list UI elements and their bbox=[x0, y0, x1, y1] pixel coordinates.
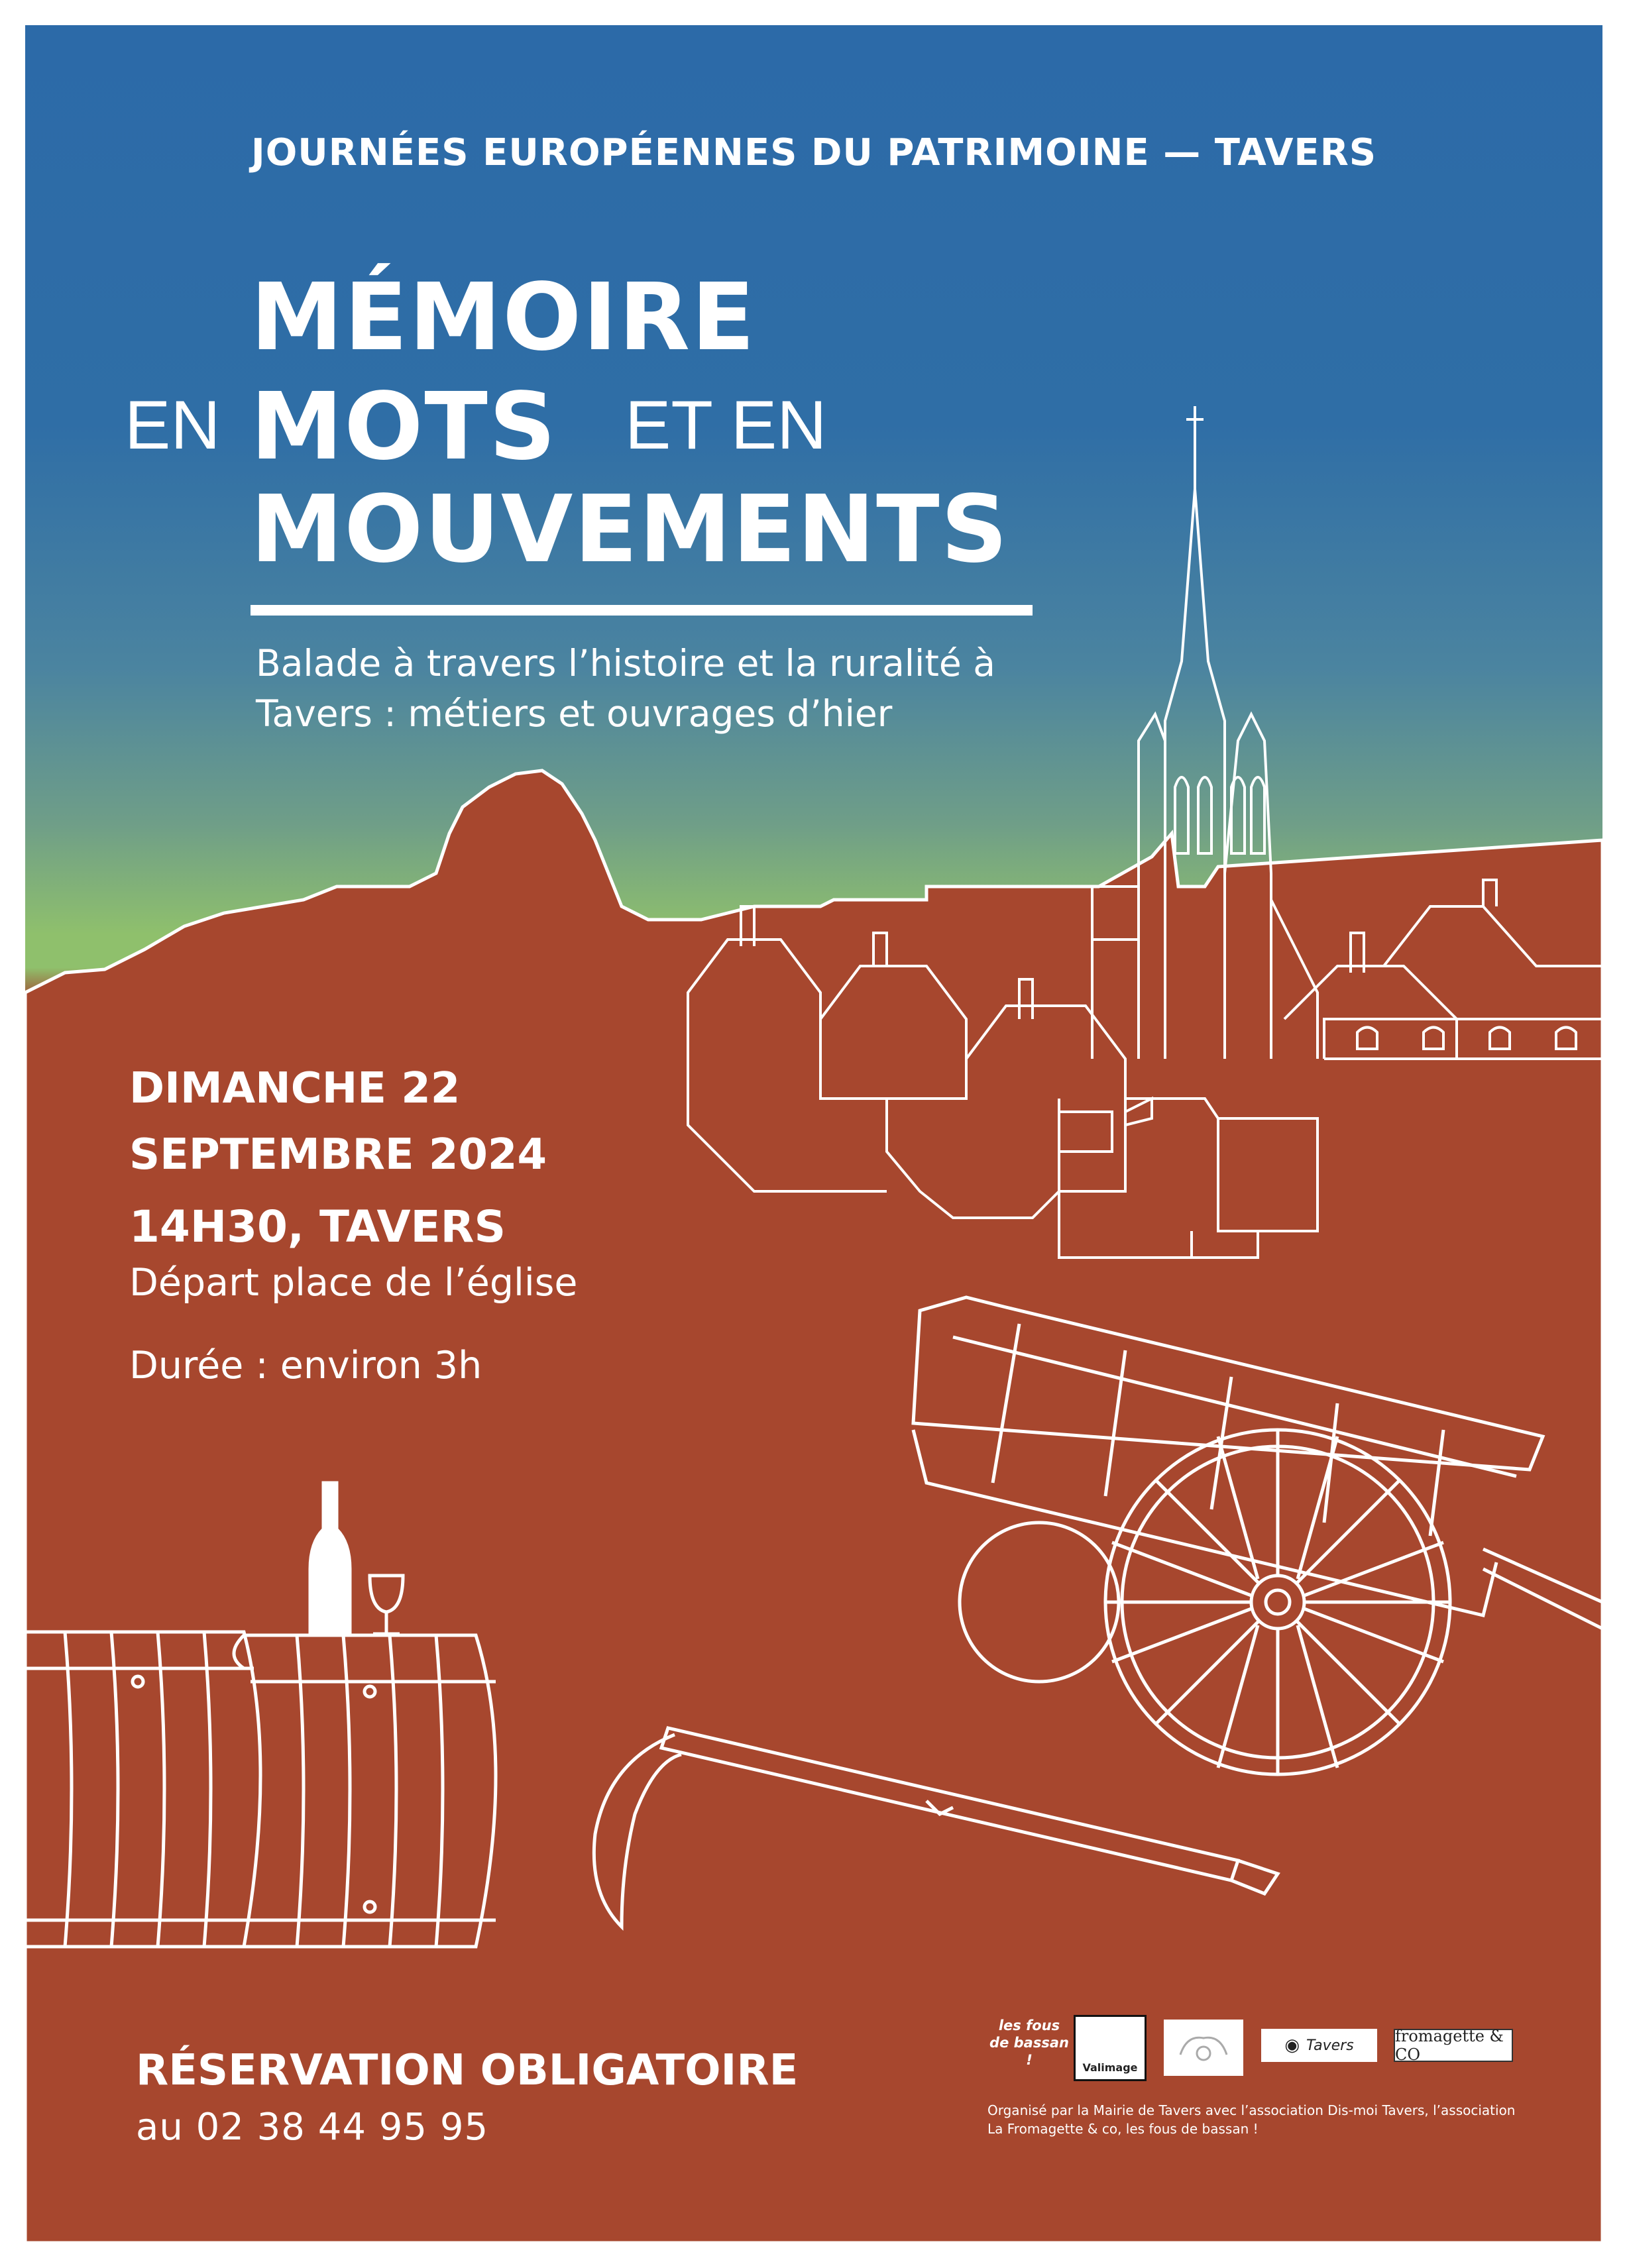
title-underline-divider bbox=[251, 605, 1033, 616]
event-date bbox=[129, 1055, 547, 1188]
eye-icon: ◉ bbox=[1284, 2035, 1300, 2055]
event-date-line-2: SEPTEMBRE 2024 bbox=[129, 1130, 547, 1179]
event-departure: Départ place de l’église bbox=[129, 1261, 578, 1305]
bassan-logo: les fous de bassan ! bbox=[989, 2018, 1069, 2068]
subtitle: Balade à travers l’histoire et la ruralité à Tavers : métiers et ouvrages d’hier bbox=[256, 642, 995, 735]
title-line-2-main: MOTS bbox=[251, 373, 557, 481]
event-duration: Durée : environ 3h bbox=[129, 1344, 482, 1387]
title-line-1: MÉMOIRE bbox=[251, 264, 756, 372]
tavers-logo-text: Tavers bbox=[1306, 2037, 1354, 2054]
event-series-heading: JOURNÉES EUROPÉENNES DU PATRIMOINE — TAVERS bbox=[251, 131, 1377, 174]
reservation-label: RÉSERVATION OBLIGATOIRE bbox=[136, 2046, 799, 2095]
title-line-3: MOUVEMENTS bbox=[251, 476, 1009, 584]
dismoi-icon bbox=[1174, 2028, 1233, 2068]
reservation-phone: au 02 38 44 95 95 bbox=[136, 2106, 489, 2149]
title-line-2-suffix: ET EN bbox=[625, 387, 827, 464]
fromagette-logo: fromagette & CO bbox=[1394, 2029, 1513, 2062]
organizer-note: Organisé par la Mairie de Tavers avec l’association Dis-moi Tavers, l’association La Fromagette & co, les fous de bassan ! bbox=[987, 2102, 1516, 2137]
poster bbox=[25, 25, 1602, 2243]
title-line-2-prefix: EN bbox=[125, 387, 221, 464]
event-date-line-1: DIMANCHE 22 bbox=[129, 1064, 461, 1113]
dismoi-logo bbox=[1164, 2020, 1243, 2076]
hill-silhouette bbox=[25, 771, 1602, 2243]
valimage-logo: Valimage bbox=[1074, 2015, 1147, 2081]
event-time-place: 14H30, TAVERS bbox=[129, 1201, 506, 1252]
tavers-eye-logo bbox=[1261, 2029, 1377, 2062]
